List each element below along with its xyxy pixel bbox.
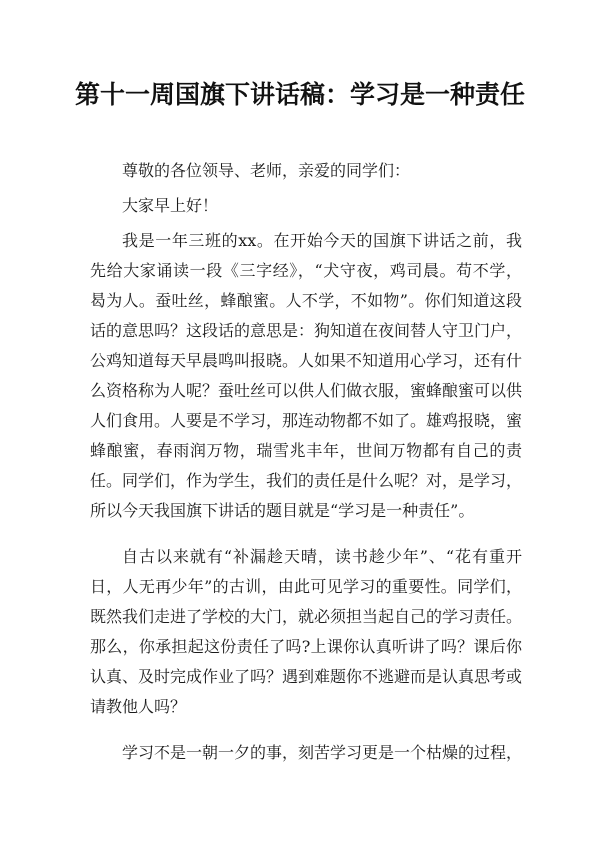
paragraph-greeting: 尊敬的各位领导、老师，亲爱的同学们： — [122, 161, 411, 180]
paragraph-continuation: 学习不是一朝一夕的事，刻苦学习更是一个枯燥的过程， — [122, 743, 523, 762]
document-body — [90, 156, 522, 773]
paragraph-importance: 自古以来就有“补漏趁天晴，读书趁少年”、“花有重开日，人无再少年”的古训，由此可见学习的重要性。同学们，既然我们走进了学校的大门，就必须担当起自己的学习责任。那么，你承担起这份责任了吗?上课你认真听讲了吗？课后你认真、及时完成作业了吗？遇到难题你不逃避而是认真思考或请教他人吗？ — [90, 547, 523, 716]
paragraph-intro: 我是一年三班的xx。在开始今天的国旗下讲话之前，我先给大家诵读一段《三字经》，“犬守夜，鸡司晨。苟不学，曷为人。蚕吐丝，蜂酿蜜。人不学，不如物”。你们知道这段话的意思吗？这段话的意思是：狗知道在夜间替人守卫门户，公鸡知道每天早晨鸣叫报晓。人如果不知道用心学习，还有什么资格称为人呢？蚕吐丝可以供人们做衣服，蜜蜂酿蜜可以供人们食用。人要是不学习，那连动物都不如了。雄鸡报晓，蜜蜂酿蜜，春雨润万物，瑞雪兆丰年，世间万物都有自己的责任。同学们，作为学生，我们的责任是什么呢？对，是学习，所以今天我国旗下讲话的题目就是“学习是一种责任”。 — [90, 231, 523, 520]
document-title: 第十一周国旗下讲话稿：学习是一种责任 — [74, 80, 525, 109]
paragraph-salutation: 大家早上好！ — [122, 196, 219, 215]
